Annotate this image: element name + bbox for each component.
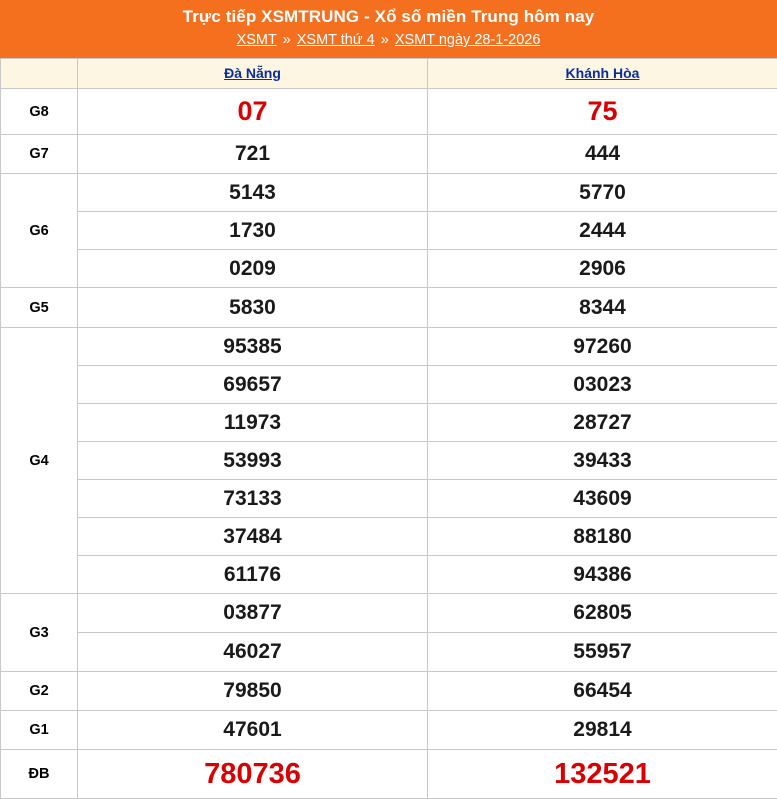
prize-value-g4-danang-5: 73133 — [78, 480, 428, 518]
table-row — [1, 288, 777, 328]
prize-label-db: ĐB — [1, 750, 78, 799]
prize-value-g4-danang-1: 95385 — [78, 328, 428, 366]
prize-value-g2-danang: 79850 — [78, 672, 428, 711]
prize-value-g4-danang-3: 11973 — [78, 404, 428, 442]
prize-value-g4-khanhhoa-4: 39433 — [428, 442, 777, 480]
province-link-danang[interactable]: Đà Nẵng — [224, 65, 281, 81]
prize-label-g4: G4 — [1, 328, 78, 594]
prize-value-g7-danang: 721 — [78, 135, 428, 174]
table-row — [1, 633, 777, 672]
prize-value-g4-khanhhoa-2: 03023 — [428, 366, 777, 404]
page-title: Trực tiếp XSMTRUNG - Xổ số miền Trung hôm nay — [0, 6, 777, 28]
prize-value-g5-danang: 5830 — [78, 288, 428, 328]
table-row — [1, 442, 777, 480]
prize-value-g6-khanhhoa-3: 2906 — [428, 250, 777, 288]
table-row — [1, 250, 777, 288]
table-row — [1, 750, 777, 799]
table-header — [1, 59, 777, 89]
table-row — [1, 480, 777, 518]
prize-label-g5: G5 — [1, 288, 78, 328]
table-row — [1, 135, 777, 174]
prize-value-g3-khanhhoa-1: 62805 — [428, 594, 777, 633]
prize-value-g4-khanhhoa-7: 94386 — [428, 556, 777, 594]
table-row — [1, 366, 777, 404]
prize-value-db-khanhhoa: 132521 — [428, 750, 777, 799]
table-body — [1, 89, 777, 799]
table-row — [1, 404, 777, 442]
prize-value-g5-khanhhoa: 8344 — [428, 288, 777, 328]
table-row — [1, 328, 777, 366]
breadcrumb — [0, 30, 777, 50]
prize-value-g1-danang: 47601 — [78, 711, 428, 750]
prize-value-g4-danang-4: 53993 — [78, 442, 428, 480]
breadcrumb-item-xsmt[interactable]: XSMT — [237, 32, 277, 48]
prize-value-g4-khanhhoa-3: 28727 — [428, 404, 777, 442]
prize-label-g3: G3 — [1, 594, 78, 672]
prize-label-g7: G7 — [1, 135, 78, 174]
prize-value-g7-khanhhoa: 444 — [428, 135, 777, 174]
prize-value-g4-danang-7: 61176 — [78, 556, 428, 594]
prize-value-g4-khanhhoa-6: 88180 — [428, 518, 777, 556]
prize-value-g4-khanhhoa-5: 43609 — [428, 480, 777, 518]
breadcrumb-separator: » — [381, 32, 389, 48]
prize-value-g6-khanhhoa-1: 5770 — [428, 174, 777, 212]
prize-value-g8-khanhhoa: 75 — [428, 89, 777, 135]
prize-label-g8: G8 — [1, 89, 78, 135]
prize-value-g3-danang-1: 03877 — [78, 594, 428, 633]
prize-value-g4-danang-2: 69657 — [78, 366, 428, 404]
table-corner-cell — [1, 59, 78, 89]
table-row — [1, 212, 777, 250]
prize-value-g4-danang-6: 37484 — [78, 518, 428, 556]
page-header — [0, 0, 777, 58]
prize-value-g3-khanhhoa-2: 55957 — [428, 633, 777, 672]
table-row — [1, 89, 777, 135]
table-row — [1, 556, 777, 594]
lottery-results-table — [0, 58, 777, 799]
prize-value-g6-danang-3: 0209 — [78, 250, 428, 288]
prize-value-g4-khanhhoa-1: 97260 — [428, 328, 777, 366]
column-header-danang — [78, 59, 428, 89]
prize-value-g1-khanhhoa: 29814 — [428, 711, 777, 750]
breadcrumb-item-date[interactable]: XSMT ngày 28-1-2026 — [395, 32, 541, 48]
prize-value-g6-danang-2: 1730 — [78, 212, 428, 250]
prize-label-g1: G1 — [1, 711, 78, 750]
prize-label-g6: G6 — [1, 174, 78, 288]
prize-value-db-danang: 780736 — [78, 750, 428, 799]
column-header-khanhhoa — [428, 59, 777, 89]
table-row — [1, 711, 777, 750]
province-link-khanhhoa[interactable]: Khánh Hòa — [566, 65, 640, 81]
prize-value-g8-danang: 07 — [78, 89, 428, 135]
prize-value-g6-khanhhoa-2: 2444 — [428, 212, 777, 250]
prize-value-g6-danang-1: 5143 — [78, 174, 428, 212]
table-row — [1, 594, 777, 633]
prize-label-g2: G2 — [1, 672, 78, 711]
table-row — [1, 672, 777, 711]
table-row — [1, 174, 777, 212]
prize-value-g3-danang-2: 46027 — [78, 633, 428, 672]
prize-value-g2-khanhhoa: 66454 — [428, 672, 777, 711]
breadcrumb-item-weekday[interactable]: XSMT thứ 4 — [297, 32, 375, 48]
breadcrumb-separator: » — [283, 32, 291, 48]
table-row — [1, 518, 777, 556]
